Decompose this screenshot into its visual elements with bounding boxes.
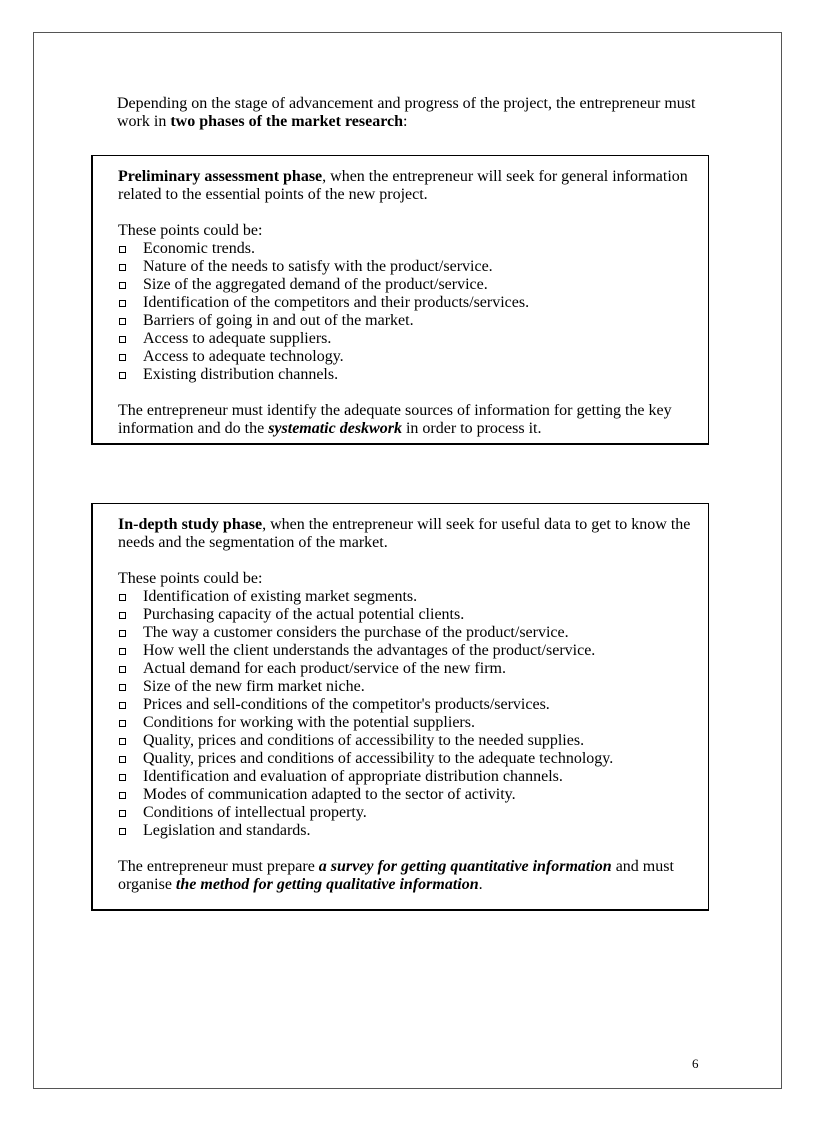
square-bullet-icon: [119, 702, 126, 709]
square-bullet-icon: [119, 774, 126, 781]
list-item: Nature of the needs to satisfy with the product/service.: [118, 258, 698, 276]
square-bullet-icon: [119, 666, 126, 673]
list-item: Identification of the competitors and their products/services.: [118, 294, 698, 312]
square-bullet-icon: [119, 594, 126, 601]
list-item: Access to adequate suppliers.: [118, 330, 698, 348]
list-item: Quality, prices and conditions of accessibility to the needed supplies.: [118, 732, 698, 750]
list-item: Legislation and standards.: [118, 822, 698, 840]
phase1-description: [118, 168, 698, 204]
phase2-emphasis-quantitative: a survey for getting quantitative information: [318, 858, 612, 875]
phase1-emphasis: systematic deskwork: [268, 420, 402, 437]
in-depth-phase-box: [91, 503, 709, 911]
phase2-emphasis-qualitative: the method for getting qualitative information: [175, 876, 479, 893]
list-item: Identification of existing market segments.: [118, 588, 698, 606]
square-bullet-icon: [119, 246, 126, 253]
intro-text-end: :: [403, 113, 408, 130]
list-item: Prices and sell-conditions of the competitor's products/services.: [118, 696, 698, 714]
square-bullet-icon: [119, 264, 126, 271]
list-item: Conditions for working with the potential suppliers.: [118, 714, 698, 732]
square-bullet-icon: [119, 810, 126, 817]
square-bullet-icon: [119, 738, 126, 745]
list-item: Conditions of intellectual property.: [118, 804, 698, 822]
preliminary-phase-box: [91, 155, 709, 445]
phase2-points-intro: These points could be:: [118, 570, 263, 587]
list-item: Size of the aggregated demand of the product/service.: [118, 276, 698, 294]
phase1-title: Preliminary assessment phase: [118, 168, 323, 185]
list-item: Access to adequate technology.: [118, 348, 698, 366]
page-number: 6: [692, 1056, 699, 1071]
list-item: Modes of communication adapted to the sector of activity.: [118, 786, 698, 804]
phase2-description-text: , when the entrepreneur will seek for useful data to get to know the needs and the segmentation of the market.: [118, 516, 691, 551]
list-item: Purchasing capacity of the actual potential clients.: [118, 606, 698, 624]
list-item: Size of the new firm market niche.: [118, 678, 698, 696]
square-bullet-icon: [119, 354, 126, 361]
square-bullet-icon: [119, 318, 126, 325]
square-bullet-icon: [119, 792, 126, 799]
square-bullet-icon: [119, 630, 126, 637]
intro-text: Depending on the stage of advancement and progress of the project, the entrepreneur must work in: [117, 95, 696, 130]
phase1-points-intro: These points could be:: [118, 222, 263, 239]
phase1-list: [118, 240, 698, 384]
list-item: Actual demand for each product/service of the new firm.: [118, 660, 698, 678]
square-bullet-icon: [119, 756, 126, 763]
list-item: How well the client understands the advantages of the product/service.: [118, 642, 698, 660]
square-bullet-icon: [119, 300, 126, 307]
square-bullet-icon: [119, 372, 126, 379]
list-item: Barriers of going in and out of the market.: [118, 312, 698, 330]
phase2-conclusion: The entrepreneur must prepare a survey for getting quantitative information and must organise the method for getting qualitative information.: [118, 858, 674, 893]
square-bullet-icon: [119, 684, 126, 691]
list-item: Existing distribution channels.: [118, 366, 698, 384]
square-bullet-icon: [119, 828, 126, 835]
square-bullet-icon: [119, 282, 126, 289]
phase2-description: [118, 516, 698, 552]
list-item: Economic trends.: [118, 240, 698, 258]
intro-paragraph: [117, 95, 717, 131]
square-bullet-icon: [119, 720, 126, 727]
phase1-conclusion: The entrepreneur must identify the adequate sources of information for getting the key information and do the systematic deskwork in order to process it.: [118, 402, 672, 437]
square-bullet-icon: [119, 648, 126, 655]
square-bullet-icon: [119, 612, 126, 619]
phase2-list: [118, 588, 698, 840]
intro-bold-text: two phases of the market research: [170, 113, 404, 130]
phase2-title: In-depth study phase: [118, 516, 263, 533]
square-bullet-icon: [119, 336, 126, 343]
phase1-description-text: , when the entrepreneur will seek for general information related to the essential points of the new project.: [118, 168, 688, 203]
list-item: Quality, prices and conditions of accessibility to the adequate technology.: [118, 750, 698, 768]
list-item: The way a customer considers the purchase of the product/service.: [118, 624, 698, 642]
list-item: Identification and evaluation of appropriate distribution channels.: [118, 768, 698, 786]
